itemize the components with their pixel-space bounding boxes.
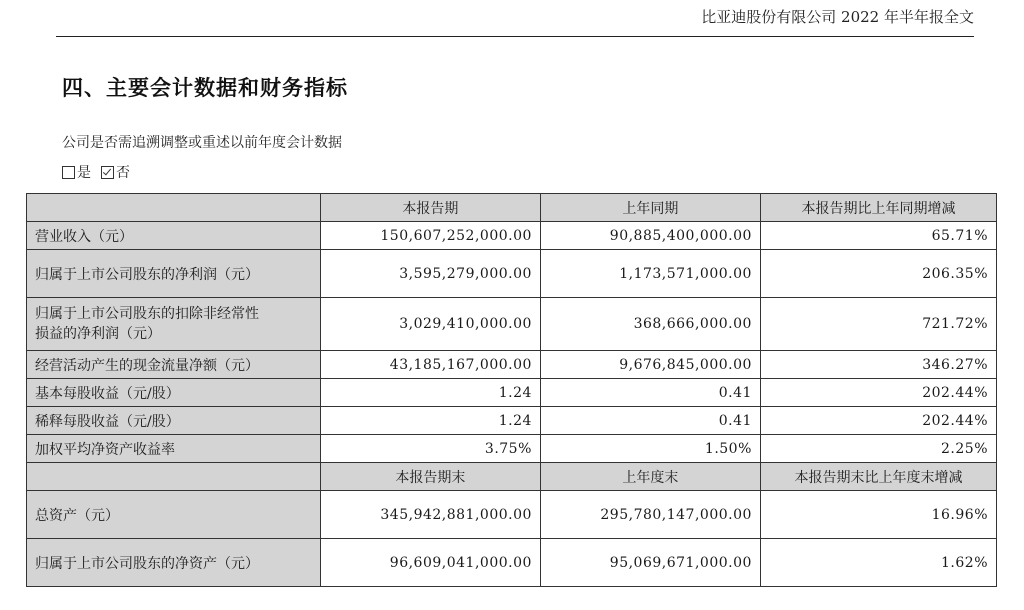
restatement-question: 公司是否需追溯调整或重述以前年度会计数据 bbox=[62, 135, 342, 151]
prior-value: 0.41 bbox=[540, 379, 760, 407]
table-row bbox=[27, 351, 997, 379]
row-label: 总资产（元） bbox=[27, 491, 321, 539]
table-row bbox=[27, 491, 997, 539]
table-row bbox=[27, 222, 997, 250]
row-label bbox=[27, 298, 321, 351]
current-value: 3,595,279,000.00 bbox=[320, 250, 540, 298]
table-row bbox=[27, 539, 997, 587]
row-label: 营业收入（元） bbox=[27, 222, 321, 250]
change-value: 1.62% bbox=[760, 539, 996, 587]
option-yes-label: 是 bbox=[77, 165, 91, 181]
current-value: 96,609,041,000.00 bbox=[320, 539, 540, 587]
prior-value: 368,666,000.00 bbox=[540, 298, 760, 351]
table-row bbox=[27, 407, 997, 435]
report-title: 比亚迪股份有限公司 2022 年半年报全文 bbox=[701, 8, 974, 26]
checkbox-unchecked-icon bbox=[62, 166, 75, 179]
change-value: 346.27% bbox=[760, 351, 996, 379]
page-header bbox=[56, 0, 974, 37]
financial-indicators-table bbox=[26, 193, 997, 587]
current-value: 3,029,410,000.00 bbox=[320, 298, 540, 351]
restatement-options bbox=[62, 162, 140, 182]
row-label: 基本每股收益（元/股） bbox=[27, 379, 321, 407]
row-label-line2: 损益的净利润（元） bbox=[35, 326, 161, 342]
change-value: 202.44% bbox=[760, 379, 996, 407]
option-no-label: 否 bbox=[116, 165, 130, 181]
current-value: 1.24 bbox=[320, 379, 540, 407]
change-value: 2.25% bbox=[760, 435, 996, 463]
checkbox-checked-icon bbox=[101, 166, 114, 179]
header-cell-current-period: 本报告期 bbox=[320, 194, 540, 222]
header-cell-change: 本报告期末比上年度末增减 bbox=[760, 463, 996, 491]
current-value: 3.75% bbox=[320, 435, 540, 463]
prior-value: 0.41 bbox=[540, 407, 760, 435]
prior-value: 1,173,571,000.00 bbox=[540, 250, 760, 298]
prior-value: 95,069,671,000.00 bbox=[540, 539, 760, 587]
header-cell-blank bbox=[27, 194, 321, 222]
row-label: 归属于上市公司股东的净资产（元） bbox=[27, 539, 321, 587]
row-label-line1: 归属于上市公司股东的扣除非经常性 bbox=[35, 306, 259, 322]
table-header-row bbox=[27, 463, 997, 491]
table-row bbox=[27, 435, 997, 463]
option-yes bbox=[62, 162, 91, 182]
table-row bbox=[27, 250, 997, 298]
prior-value: 90,885,400,000.00 bbox=[540, 222, 760, 250]
header-cell-prior-year-end: 上年度末 bbox=[540, 463, 760, 491]
header-cell-prior-period: 上年同期 bbox=[540, 194, 760, 222]
prior-value: 295,780,147,000.00 bbox=[540, 491, 760, 539]
current-value: 43,185,167,000.00 bbox=[320, 351, 540, 379]
change-value: 16.96% bbox=[760, 491, 996, 539]
change-value: 721.72% bbox=[760, 298, 996, 351]
row-label: 经营活动产生的现金流量净额（元） bbox=[27, 351, 321, 379]
change-value: 206.35% bbox=[760, 250, 996, 298]
current-value: 1.24 bbox=[320, 407, 540, 435]
table-row bbox=[27, 379, 997, 407]
change-value: 202.44% bbox=[760, 407, 996, 435]
prior-value: 9,676,845,000.00 bbox=[540, 351, 760, 379]
current-value: 150,607,252,000.00 bbox=[320, 222, 540, 250]
change-value: 65.71% bbox=[760, 222, 996, 250]
row-label: 加权平均净资产收益率 bbox=[27, 435, 321, 463]
row-label: 归属于上市公司股东的净利润（元） bbox=[27, 250, 321, 298]
header-cell-period-end: 本报告期末 bbox=[320, 463, 540, 491]
prior-value: 1.50% bbox=[540, 435, 760, 463]
header-cell-change: 本报告期比上年同期增减 bbox=[760, 194, 996, 222]
header-cell-blank bbox=[27, 463, 321, 491]
current-value: 345,942,881,000.00 bbox=[320, 491, 540, 539]
table-header-row bbox=[27, 194, 997, 222]
section-title: 四、主要会计数据和财务指标 bbox=[62, 76, 348, 100]
row-label: 稀释每股收益（元/股） bbox=[27, 407, 321, 435]
option-no bbox=[101, 162, 130, 182]
table-row bbox=[27, 298, 997, 351]
